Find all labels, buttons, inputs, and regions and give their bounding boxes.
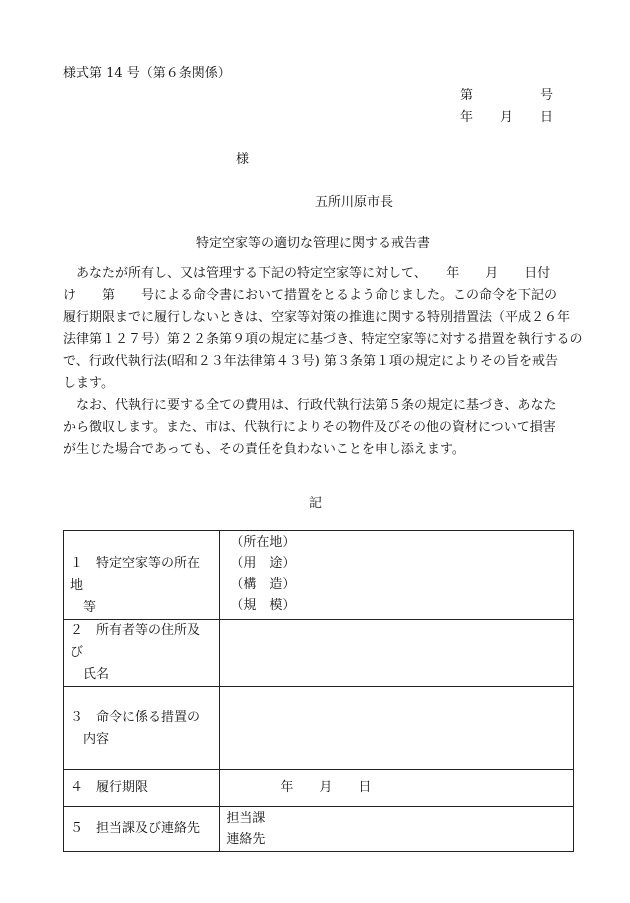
body-line: なお、代執行に要する全ての費用は、行政代執行法第５条の規定に基づき、あなた [76,398,557,413]
label-location-line1: １ 特定空家等の所在地 [70,556,201,593]
field-department: 担当課 [226,811,266,826]
label-deadline: ４ 履行期限 [70,780,149,795]
label-measures-line2: 内容 [83,732,110,747]
table-row [64,687,574,770]
ki-heading: 記 [309,496,323,511]
notice-body [63,263,583,461]
label-cell-measures [64,687,220,770]
label-cell-deadline [64,770,220,807]
details-table [63,530,574,852]
form-number: 様式第 14 号（第６条関係） [63,66,231,81]
label-owner-line2: 氏名 [83,667,110,682]
field-usage: （用 途） [230,556,296,571]
addressee-honorific: 様 [236,152,250,167]
body-line: あなたが所有し、又は管理する下記の特定空家等に対して、 年 月 日付 [76,266,551,281]
table-row [64,770,574,807]
body-line: が生じた場合であっても、その責任を負わないことを申し添えます。 [63,442,465,457]
label-location-line2: 等 [83,600,97,615]
body-line: で、行政代執行法(昭和２３年法律第４３号) 第３条第１項の規定によりその旨を戒告 [63,354,559,369]
body-line: け 第 号による命令書において措置をとるよう命じました。この命令を下記の [63,288,558,303]
date-year: 年 [460,110,474,125]
label-contact: ５ 担当課及び連絡先 [70,821,201,836]
body-line: 法律第１２７号）第２２条第９項の規定に基づき、特定空家等に対する措置を執行するの [63,332,583,347]
label-cell-owner [64,620,220,687]
sender-name: 五所川原市長 [315,195,394,210]
table-row [64,620,574,687]
body-line: 履行期限までに履行しないときは、空家等対策の推進に関する特別措置法（平成２６年 [63,310,571,325]
label-owner-line1: ２ 所有者等の住所及び [70,623,201,660]
label-cell-contact [64,807,220,852]
field-location: （所在地） [230,535,296,550]
body-line: から徴収します。また、市は、代執行によりその物件及びその他の資材について損害 [63,420,556,435]
field-contact: 連絡先 [226,832,266,847]
value-cell-contact [220,807,574,852]
field-structure: （構 造） [230,577,296,592]
document-title: 特定空家等の適切な管理に関する戒告書 [196,236,431,251]
value-cell-measures [220,687,574,770]
document-number-prefix: 第 [460,88,474,103]
body-line: します。 [63,376,114,391]
date-day: 日 [540,110,554,125]
date-month: 月 [500,110,514,125]
label-cell-location [64,531,220,620]
table-row [64,531,574,620]
value-cell-deadline [220,770,574,807]
value-cell-owner [220,620,574,687]
table-row [64,807,574,852]
field-scale: （規 模） [230,598,296,613]
document-number-suffix: 号 [540,88,554,103]
value-cell-location [220,531,574,620]
deadline-date: 年 月 日 [280,780,372,795]
label-measures-line1: ３ 命令に係る措置の [70,710,201,725]
